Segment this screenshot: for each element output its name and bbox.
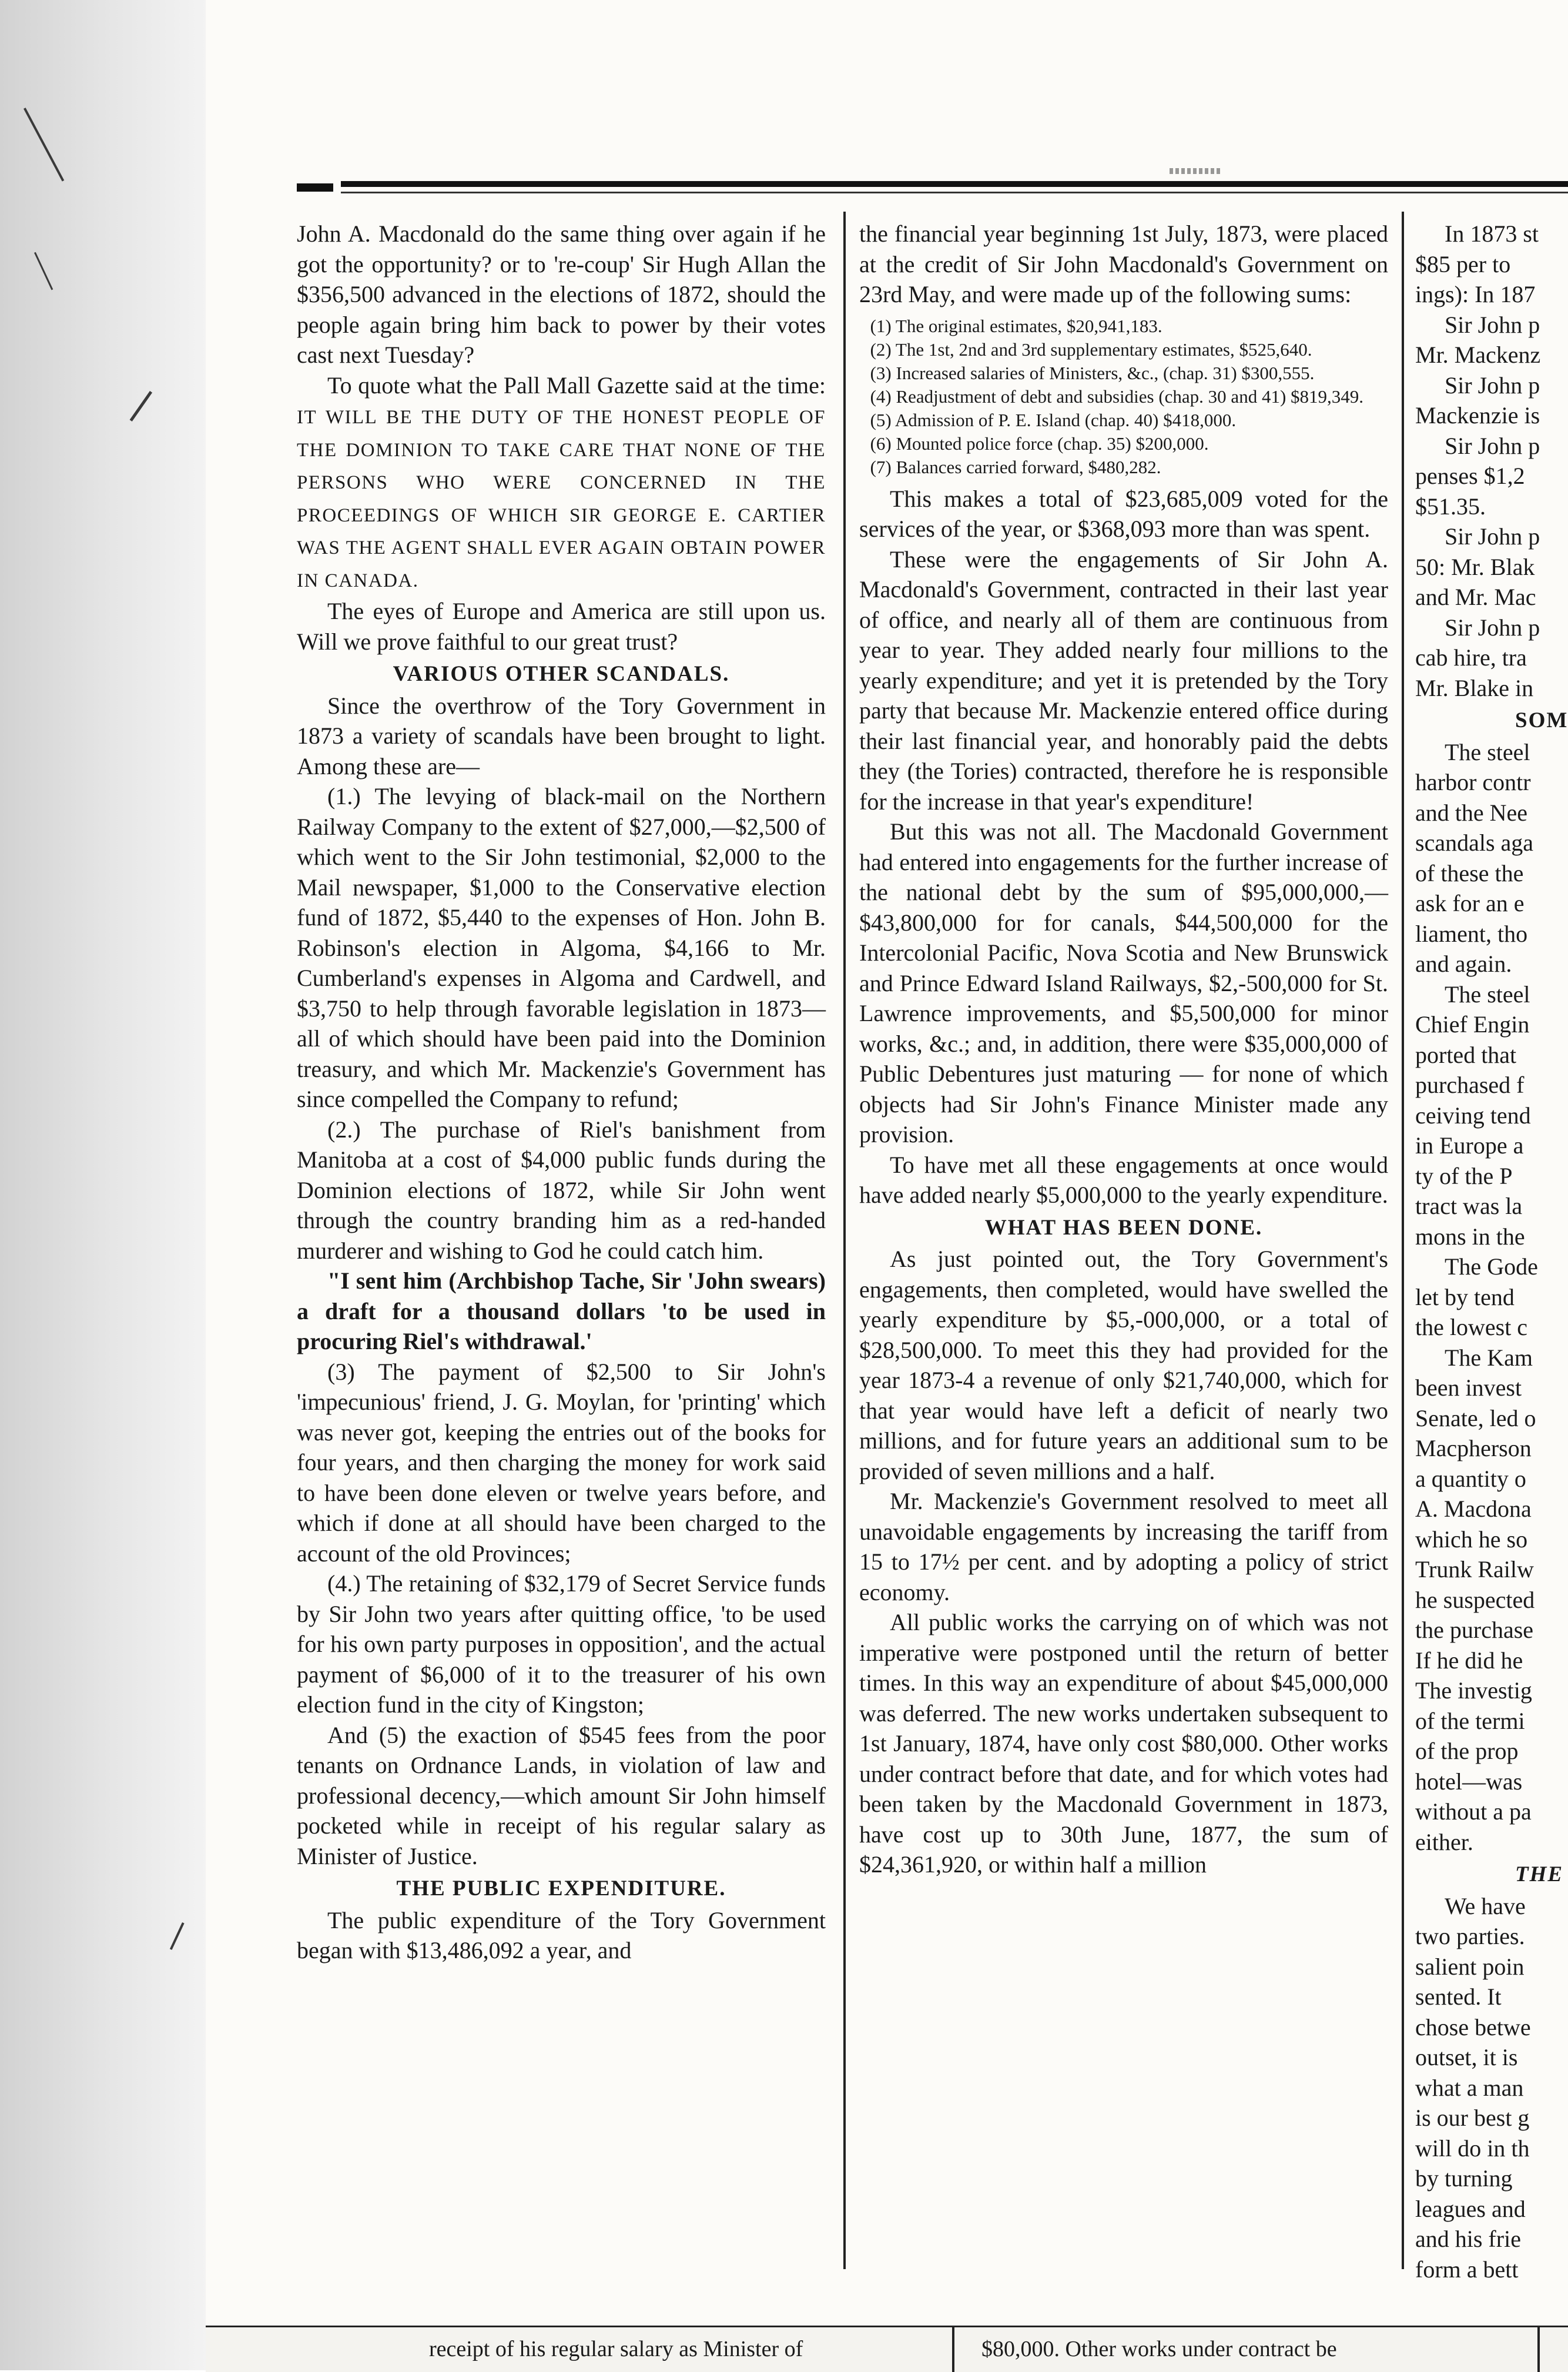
line: cab hire, tra xyxy=(1415,644,1527,671)
header-rule xyxy=(341,181,1568,187)
line: and his frie xyxy=(1415,2226,1521,2252)
line: Mr. Blake in xyxy=(1415,674,1534,701)
line: without a pa xyxy=(1415,1798,1532,1825)
quotation: "I sent him (Archbishop Tache, Sir 'John swears) a draft for a thousand dollars 'to be used in procuring Riel's withdrawal.' xyxy=(297,1267,826,1354)
paragraph: Mr. Mackenzie's Government resolved to meet all unavoidable engagements by increasing the tariff from 15 to 17½ per cent. and by adopting a policy of strict economy. xyxy=(859,1488,1388,1605)
paragraph: (1.) The levying of black-mail on the Northern Railway Company to the extent of $27,000,—$2,500 of which went to the Sir John testimonial, $2,000 to the Mail newspaper, $1,000 to the Conservative election fund of 1872, $5,440 to the expenses of Hon. John B. Robinson's election in Algoma, $4,166 to Mr. Cumberland's expenses in Algoma and Cardwell, and $3,750 to help through favorable legislation in 1873—all of which should have been paid into the Dominion treasury, and which Mr. Mackenzie's Government has since compelled the Company to refund; xyxy=(297,783,826,1112)
section-heading: WHAT HAS BEEN DONE. xyxy=(984,1215,1263,1240)
list-item: (4) Readjustment of debt and subsidies (chap. 30 and 41) $819,349. xyxy=(870,386,1364,407)
line: We have xyxy=(1445,1892,1526,1919)
line: of the termi xyxy=(1415,1707,1525,1734)
paragraph: This makes a total of $23,685,009 voted for the services of the year, or $368,093 more than was spent. xyxy=(859,485,1388,542)
line: Trunk Railw xyxy=(1415,1556,1534,1583)
masthead-fragment xyxy=(1170,168,1222,174)
line: The steel xyxy=(1445,981,1530,1008)
line: purchased f xyxy=(1415,1072,1525,1098)
line: If he did he xyxy=(1415,1647,1523,1674)
line: two parties. xyxy=(1415,1923,1525,1949)
line: hotel—was xyxy=(1415,1768,1523,1795)
line: the lowest c xyxy=(1415,1314,1528,1340)
line: let by tend xyxy=(1415,1283,1515,1310)
paragraph: But this was not all. The Macdonald Government had entered into engagements for the further increase of the national debt by the sum of $95,000,000,—$43,800,000 for for canals, $44,500,000 for the Intercolonial Pacific, Nova Scotia and New Brunswick and Prince Edward Island Railways, $2,-500,000 for St. Lawrence improvements, and $5,500,000 for minor works, &c.; and, in addition, there were $35,000,000 of Public Debentures just maturing — for none of which objects had Sir John's Finance Minister made any provision. xyxy=(859,818,1388,1147)
line: Sir John p xyxy=(1445,372,1540,399)
article-column-1 xyxy=(297,219,826,2241)
line: The steel xyxy=(1445,738,1530,765)
line: $85 per to xyxy=(1415,250,1511,277)
line: Senate, led o xyxy=(1415,1404,1536,1431)
list-item: (2) The 1st, 2nd and 3rd supplementary estimates, $525,640. xyxy=(870,339,1312,360)
line: he suspected xyxy=(1415,1586,1535,1613)
estimates-list xyxy=(859,315,1388,479)
line: ty of the P xyxy=(1415,1162,1513,1189)
line: Sir John p xyxy=(1445,614,1540,641)
line: liament, tho xyxy=(1415,920,1528,947)
line: which he so xyxy=(1415,1525,1528,1553)
list-item: (1) The original estimates, $20,941,183. xyxy=(870,315,1162,336)
section-heading: THE PUBLIC EXPENDITURE. xyxy=(396,1876,726,1901)
header-rule-dash xyxy=(297,183,333,192)
line: ings): In 187 xyxy=(1415,281,1536,307)
line: A. Macdona xyxy=(1415,1496,1532,1522)
paragraph: (3) The payment of $2,500 to Sir John's 'impecunious' friend, J. G. Moylan, for 'printing' which was never got, keeping the entries out of the books for four years, and then charging the money for work said to have been done eleven or twelve years before, and which if done at all should have been charged to the account of the old Provinces; xyxy=(297,1358,826,1567)
line: chose betwe xyxy=(1415,2013,1531,2040)
line: the purchase xyxy=(1415,1617,1534,1643)
line: 50: Mr. Blak xyxy=(1415,553,1535,580)
header-rule-thin xyxy=(341,192,1568,193)
line: $51.35. xyxy=(1415,493,1486,520)
line: what a man xyxy=(1415,2074,1524,2101)
line: harbor contr xyxy=(1415,769,1531,795)
bottom-fragment-right: $80,000. Other works under contract be xyxy=(981,2337,1337,2361)
line: The Kam xyxy=(1445,1344,1533,1371)
line: of the prop xyxy=(1415,1738,1519,1764)
line: In 1873 st xyxy=(1445,220,1539,247)
gazette-quotation: IT WILL BE THE DUTY OF THE HONEST PEOPLE OF THE DOMINION TO TAKE CARE THAT NONE OF THE PERSONS WHO WERE CONCERNED IN THE PROCEEDINGS OF WHICH SIR GEORGE E. CARTIER WAS THE AGENT SHALL EVER AGAIN OBTAIN POWER IN CANADA. xyxy=(297,407,826,591)
line: is our best g xyxy=(1415,2105,1530,2131)
paragraph: And (5) the exaction of $545 fees from the poor tenants on Ordnance Lands, in violation of law and professional decency,—which amount Sir John himself pocketed while in receipt of his regular salary as Minister of Justice. xyxy=(297,1721,826,1869)
paragraph: (4.) The retaining of $32,179 of Secret Service funds by Sir John two years after quitting office, 'to be used for his own party purposes in opposition', and the actual payment of $6,000 of it to the treasurer of his own election fund in the city of Kingston; xyxy=(297,1570,826,1718)
line: in Europe a xyxy=(1415,1132,1524,1159)
section-heading: SOM xyxy=(1515,708,1568,732)
line: ported that xyxy=(1415,1041,1517,1068)
line: and the Nee xyxy=(1415,799,1528,826)
paragraph: The eyes of Europe and America are still upon us. Will we prove faithful to our great trust? xyxy=(297,598,826,655)
list-item: (3) Increased salaries of Ministers, &c., (chap. 31) $300,555. xyxy=(870,362,1315,383)
line: penses $1,2 xyxy=(1415,463,1525,489)
column-rule xyxy=(843,212,846,2269)
line: either. xyxy=(1415,1828,1473,1855)
line: Chief Engin xyxy=(1415,1011,1530,1038)
line: ask for an e xyxy=(1415,890,1525,916)
section-heading: VARIOUS OTHER SCANDALS. xyxy=(393,662,730,686)
column-rule xyxy=(1402,212,1404,2269)
section-heading: THE xyxy=(1515,1862,1564,1886)
article-column-3-clipped xyxy=(1415,219,1568,2283)
bottom-scan-strip xyxy=(206,2326,1568,2372)
line: leagues and xyxy=(1415,2195,1526,2222)
line: form a bett xyxy=(1415,2256,1519,2283)
column-rule xyxy=(952,2327,954,2372)
line: will do in th xyxy=(1415,2135,1530,2162)
line: mons in the xyxy=(1415,1223,1525,1250)
line: The Gode xyxy=(1445,1253,1538,1280)
paragraph: John A. Macdonald do the same thing over again if he got the opportunity? or to 're-coup' Sir Hugh Allan the $356,500 advanced in the elections of 1872, should the people again bring him back to power by their votes cast next Tuesday? xyxy=(297,220,826,368)
paragraph: Since the overthrow of the Tory Government in 1873 a variety of scandals have been brought to light. Among these are— xyxy=(297,692,826,779)
line: scandals aga xyxy=(1415,829,1534,856)
line: ceiving tend xyxy=(1415,1102,1531,1129)
paragraph: All public works the carrying on of which was not imperative were postponed until the return of better times. In this way an expenditure of about $45,000,000 was deferred. The new works undertaken subsequent to 1st January, 1874, have only cost $80,000. Other works under contract before that date, and for which votes had been taken by the Macdonald Government in 1873, have cost up to 30th June, 1877, the sum of $24,361,920, or within half a million xyxy=(859,1609,1388,1878)
line: by turning xyxy=(1415,2165,1513,2192)
line: Sir John p xyxy=(1445,432,1540,459)
paragraph: As just pointed out, the Tory Government's engagements, then completed, would have swelled the yearly expenditure by $5,-000,000, or a total of $28,500,000. To meet this they had provided for the year 1873-4 a revenue of only $21,740,000, which for that year would have left a deficit of nearly two millions, and for future years an additional sum to be provided of seven millions and a half. xyxy=(859,1246,1388,1484)
paragraph xyxy=(297,370,826,597)
line: and again. xyxy=(1415,951,1512,977)
line: tract was la xyxy=(1415,1193,1523,1219)
article-column-2 xyxy=(859,219,1388,2288)
line: Sir John p xyxy=(1445,523,1540,550)
column-rule xyxy=(1537,2327,1540,2372)
paragraph-lead: To quote what the Pall Mall Gazette said at the time: xyxy=(327,372,826,399)
list-item: (6) Mounted police force (chap. 35) $200,000. xyxy=(870,433,1209,454)
line: Sir John p xyxy=(1445,311,1540,338)
list-item: (5) Admission of P. E. Island (chap. 40) $418,000. xyxy=(870,409,1237,430)
bottom-fragment-left: receipt of his regular salary as Minister of xyxy=(429,2337,803,2361)
line: and Mr. Mac xyxy=(1415,584,1536,610)
line: been invest xyxy=(1415,1374,1522,1401)
line: of these the xyxy=(1415,859,1524,886)
list-item: (7) Balances carried forward, $480,282. xyxy=(870,456,1161,477)
line: Macpherson xyxy=(1415,1435,1532,1461)
paragraph: The public expenditure of the Tory Government began with $13,486,092 a year, and xyxy=(297,1906,826,1963)
paragraph: These were the engagements of Sir John A. Macdonald's Government, contracted in their last year of office, and nearly all of them are continuous from year to year. They added nearly four millions to the yearly expenditure; and yet it is pretended by the Tory party that because Mr. Mackenzie entered office during their last financial year, and honorably paid the debts they (the Tories) contracted, therefore he is responsible for the increase in that year's expenditure! xyxy=(859,546,1388,815)
line: The investig xyxy=(1415,1677,1532,1704)
scanner-margin xyxy=(0,0,206,2370)
line: sented. It xyxy=(1415,1983,1502,2010)
line: Mackenzie is xyxy=(1415,402,1540,429)
line: salient poin xyxy=(1415,1953,1525,1980)
line: a quantity o xyxy=(1415,1465,1526,1492)
paragraph: To have met all these engagements at once would have added nearly $5,000,000 to the yearly expenditure. xyxy=(859,1151,1388,1208)
paragraph: the financial year beginning 1st July, 1873, were placed at the credit of Sir John Macdonald's Government on 23rd May, and were made up of the following sums: xyxy=(859,220,1388,307)
line: outset, it is xyxy=(1415,2044,1518,2070)
line: Mr. Mackenz xyxy=(1415,342,1541,368)
paragraph: (2.) The purchase of Riel's banishment from Manitoba at a cost of $4,000 public funds during the Dominion elections of 1872, while Sir John went through the country branding him as a red-handed murderer and wishing to God he could catch him. xyxy=(297,1116,826,1264)
